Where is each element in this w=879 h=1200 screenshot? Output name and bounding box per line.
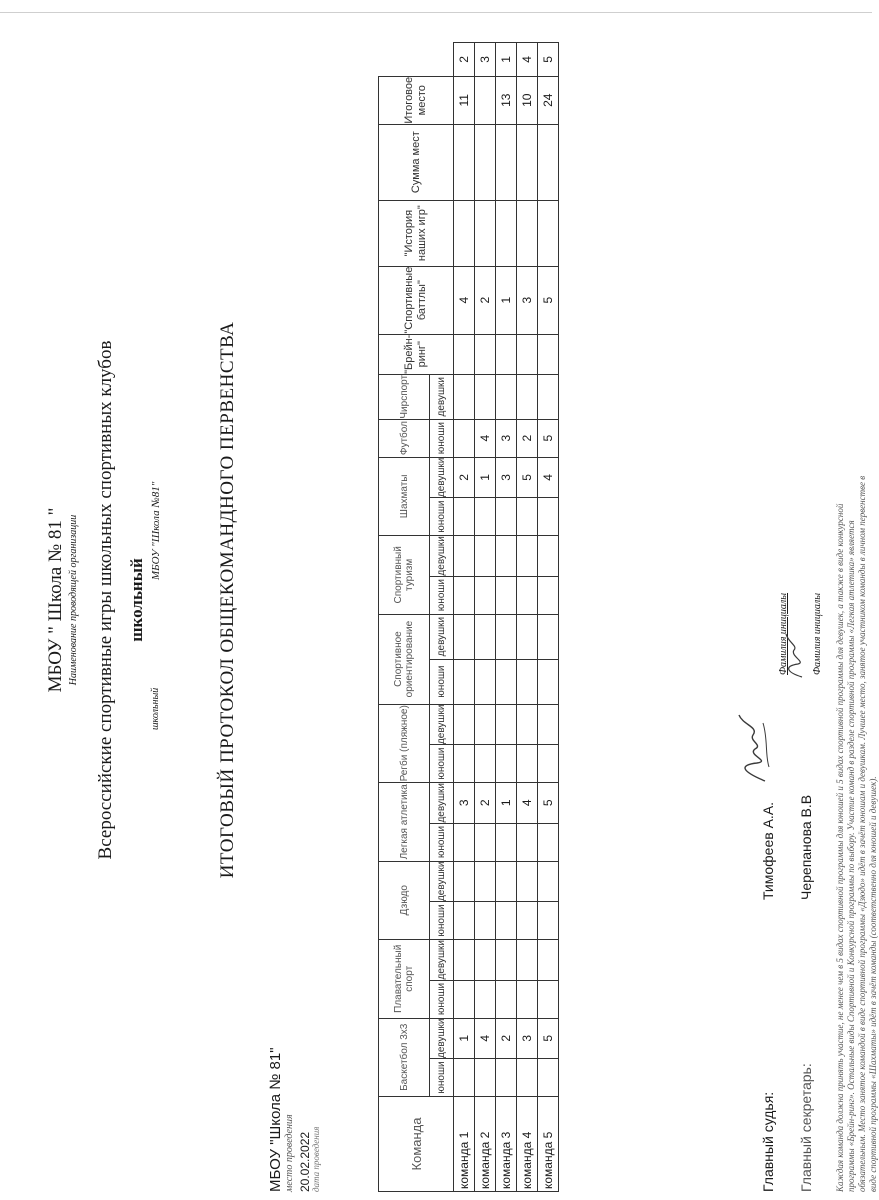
result-cell: 3 [517,266,538,334]
footnote-line: программы «Брейн-ринг». Остальные виды Спортивной и Конкурсной программы по выбору. Участие команд в разделе спортивной программы «Легкая атлетика» является [846,520,856,1192]
result-cell [517,576,538,614]
result-cell [475,374,496,419]
girls-subheader: девушки [430,704,454,744]
result-cell [538,200,559,266]
result-cell [538,902,559,940]
result-cell [517,659,538,704]
table-row [475,42,496,1191]
result-cell [454,498,475,536]
result-cell [475,704,496,744]
sport-judo-header: Дзюдо [379,861,430,939]
girls-subheader: девушки [430,536,454,576]
result-cell [538,536,559,576]
sport-swimming-header: Плавательный спорт [379,940,430,1018]
result-cell [454,576,475,614]
result-cell [538,498,559,536]
result-cell [475,745,496,783]
result-cell: 4 [475,1018,496,1058]
result-cell: 3 [517,1018,538,1058]
organization-name: МБОУ " Школа № 81 " [45,507,66,693]
team-name: команда 4 [517,1097,538,1192]
result-cell [475,576,496,614]
result-cell: 4 [517,783,538,823]
result-cell [454,536,475,576]
sport-chess-header: Шахматы [379,457,430,535]
result-cell [496,1059,517,1097]
result-cell [475,124,496,200]
result-cell: 1 [475,457,496,497]
team-name: команда 1 [454,1097,475,1192]
games-level: школьный [127,558,146,642]
result-cell: 5 [538,266,559,334]
result-cell: 3 [496,419,517,457]
result-cell [454,861,475,901]
table-row [517,42,538,1191]
girls-subheader: девушки [430,940,454,980]
result-cell [538,334,559,374]
result-cell [475,536,496,576]
sport-battles-header: "Спортивные баттлы" [379,266,454,334]
result-cell [538,659,559,704]
result-cell [454,940,475,980]
level-caption: школьный [150,687,161,730]
result-cell [538,576,559,614]
result-cell: 11 [454,76,475,124]
result-cell [517,980,538,1018]
footnote-line: Каждая команда должна принять участие, не менее чем в 5 видах спортивной программы для юношей и 5 видах спортивной программы для девушек, а также в виде конкурсной [835,503,845,1192]
result-cell [496,334,517,374]
boys-subheader: юноши [430,745,454,783]
level-organization: МБОУ "Школа №81" [150,481,162,580]
girls-subheader: девушки [430,614,454,659]
secretary-caption: Фамилия инициалы [812,592,823,675]
result-cell: 2 [475,266,496,334]
sum-places-cell: 24 [538,76,559,124]
result-cell [538,704,559,744]
team-name: команда 5 [538,1097,559,1192]
sport-tourism-header: Спортивный туризм [379,536,430,614]
result-cell: 2 [517,419,538,457]
result-cell [454,374,475,419]
result-cell [538,1059,559,1097]
result-cell: 3 [496,457,517,497]
boys-subheader: юноши [430,823,454,861]
rules-footnote [835,7,879,1192]
result-cell: 4 [454,266,475,334]
result-cell [517,861,538,901]
result-cell [538,823,559,861]
team-name: команда 3 [496,1097,517,1192]
result-cell: 3 [454,783,475,823]
result-cell [496,614,517,659]
result-cell: 5 [538,1018,559,1058]
result-cell [496,940,517,980]
result-cell: 1 [496,783,517,823]
result-cell [454,1059,475,1097]
date-caption: дата проведения [311,1126,321,1192]
results-table [378,42,559,1192]
girls-subheader: девушки [430,1018,454,1058]
result-cell [538,124,559,200]
event-date: 20.02.2022 [298,1131,312,1192]
result-cell [475,823,496,861]
sport-football-header: Футбол [379,419,430,457]
chief-judge-name: Тимофеев А.А. [760,801,776,900]
result-cell [475,614,496,659]
result-cell: 1 [496,42,517,76]
sport-orienteering-header: Спортивное ориентирование [379,614,430,704]
result-cell [496,124,517,200]
result-cell [517,334,538,374]
result-cell [496,374,517,419]
result-cell [517,200,538,266]
result-cell [517,704,538,744]
boys-subheader: юноши [430,980,454,1018]
result-cell [475,659,496,704]
result-cell [454,614,475,659]
boys-subheader: юноши [430,902,454,940]
result-cell [475,1059,496,1097]
result-cell: 2 [475,783,496,823]
result-cell [454,124,475,200]
result-cell [538,980,559,1018]
games-title: Всероссийские спортивные игры школьных спортивных клубов [95,340,116,860]
result-cell: 5 [538,42,559,76]
result-cell: 3 [475,42,496,76]
result-cell [496,659,517,704]
result-cell [538,374,559,419]
result-cell [517,940,538,980]
result-cell: 5 [517,457,538,497]
chief-judge-caption: Фамилия инициалы [778,592,789,675]
result-cell [496,823,517,861]
result-cell [538,940,559,980]
secretary-name: Черепанова В.В [798,794,814,900]
girls-subheader: девушки [430,374,454,419]
sport-basketball-header: Баскетбол 3х3 [379,1018,430,1096]
result-cell [454,902,475,940]
organization-caption: Наименование проводящей организации [68,514,79,686]
boys-subheader: юноши [430,498,454,536]
girls-subheader: девушки [430,783,454,823]
result-cell: 4 [517,42,538,76]
result-cell [517,823,538,861]
result-cell [454,704,475,744]
table-row [454,42,475,1191]
result-cell [496,536,517,576]
result-cell [496,200,517,266]
boys-subheader: юноши [430,576,454,614]
result-cell [475,334,496,374]
table-row [538,42,559,1191]
team-column-header: Команда [379,1097,454,1192]
result-cell [517,536,538,576]
secretary-signature [780,630,810,680]
result-cell [475,940,496,980]
result-cell [517,902,538,940]
result-cell: 2 [496,1018,517,1058]
result-cell [496,745,517,783]
result-cell: 4 [538,457,559,497]
result-cell [517,1059,538,1097]
result-cell [496,980,517,1018]
result-cell [538,861,559,901]
boys-subheader: юноши [430,659,454,704]
result-cell [454,419,475,457]
sport-rugby-header: Регби (пляжное) [379,704,430,782]
result-cell [475,498,496,536]
table-row [496,42,517,1191]
result-cell [454,659,475,704]
result-cell: 5 [538,419,559,457]
result-cell: 1 [496,266,517,334]
result-cell: 10 [517,76,538,124]
result-cell: 4 [475,419,496,457]
result-cell [454,200,475,266]
team-name: команда 2 [475,1097,496,1192]
venue-name: МБОУ "Школа № 81" [267,1047,284,1192]
result-cell [496,704,517,744]
result-cell [454,745,475,783]
result-cell [475,200,496,266]
result-cell: 5 [538,783,559,823]
sport-cheer-header: Чирспорт [379,374,430,419]
sum-places-header: Сумма мест [379,124,454,200]
result-cell [496,861,517,901]
chief-judge-label: Главный судья: [760,1091,776,1192]
result-cell [454,334,475,374]
result-cell [496,576,517,614]
result-cell [517,745,538,783]
result-cell [475,76,496,124]
result-cell [496,902,517,940]
footnote-line: виде спортивной программы «Шахматы» идёт в зачёт команды (соответственно для юношей и девушек). [868,776,878,1192]
result-cell [538,614,559,659]
secretary-label: Главный секретарь: [798,1063,814,1192]
protocol-title: ИТОГОВЫЙ ПРОТОКОЛ ОБЩЕКОМАНДНОГО ПЕРВЕНСТВА [217,321,238,879]
result-cell [517,374,538,419]
history-header: "История наших игр" [379,200,454,266]
girls-subheader: девушки [430,861,454,901]
boys-subheader: юноши [430,1059,454,1097]
result-cell: 2 [454,42,475,76]
result-cell [454,823,475,861]
result-cell [496,498,517,536]
result-cell [517,614,538,659]
brain-ring-header: "Брейн-ринг" [379,334,454,374]
result-cell: 2 [454,457,475,497]
chief-judge-signature [735,705,780,785]
result-cell: 1 [454,1018,475,1058]
result-cell [475,980,496,1018]
footnote-line: обязательным. Место занятое командой в виде спортивной программы «Дзюдо» идёт в зачёт юношам и девушкам. Лучшее место, занятое участником команды в личном первенстве в [857,475,867,1192]
boys-subheader: юноши [430,419,454,457]
result-cell [517,124,538,200]
result-cell [475,902,496,940]
result-cell: 13 [496,76,517,124]
sport-athletics-header: Легкая атлетика [379,783,430,861]
venue-caption: место проведения [284,1114,295,1192]
result-cell [517,498,538,536]
result-cell [538,745,559,783]
result-cell [475,861,496,901]
girls-subheader: девушки [430,457,454,497]
result-cell [454,980,475,1018]
final-place-header: Итоговое место [379,76,454,124]
